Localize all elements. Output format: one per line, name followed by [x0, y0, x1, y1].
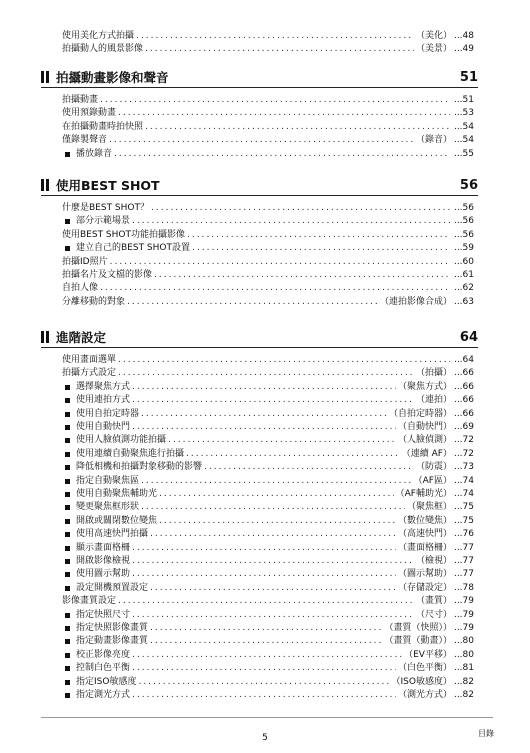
dot-leader [141, 408, 387, 420]
dot-leader [132, 568, 396, 580]
dot-leader [168, 434, 396, 446]
entry-page: ...77 [453, 542, 474, 553]
entry-label: 影像畫質設定 [62, 596, 117, 607]
menu-name: （自動快門） [397, 422, 452, 432]
toc-entry[interactable] [62, 121, 474, 133]
toc-subentry[interactable] [62, 555, 474, 567]
square-bullet-icon [65, 532, 70, 537]
menu-name: （存儲設定） [397, 582, 452, 593]
dot-leader [118, 595, 414, 607]
toc-entry[interactable] [62, 94, 474, 106]
entry-page: ...56 [453, 203, 474, 213]
square-bullet-icon [65, 479, 70, 484]
entry-page: ...81 [453, 663, 474, 674]
dot-leader [138, 676, 389, 688]
toc-entry[interactable] [62, 30, 474, 42]
entry-page: ...73 [453, 462, 474, 473]
menu-name: （拍攝） [415, 368, 452, 379]
square-bullet-icon [65, 653, 70, 658]
entry-label: 控制白色平衡 [76, 663, 131, 674]
entry-label: 自拍人像 [62, 283, 99, 294]
dot-leader [132, 421, 396, 433]
entry-label: 使用BEST SHOT功能拍攝影像 [62, 229, 185, 240]
entry-page: ...74 [453, 489, 474, 499]
entry-page: ...55 [453, 148, 474, 159]
entry-label: 拍攝動畫 [62, 95, 99, 105]
entry-page: ...54 [453, 135, 474, 146]
entry-page: ...53 [453, 108, 474, 119]
entry-page: ...76 [453, 529, 474, 540]
entry-page: ...74 [453, 475, 474, 486]
square-bullet-icon [65, 546, 70, 551]
menu-name: （連拍影像合成） [379, 296, 452, 307]
entry-page: ...82 [453, 676, 474, 687]
square-bullet-icon [65, 693, 70, 698]
menu-name: （聚焦框） [406, 502, 452, 513]
dot-leader [145, 43, 414, 55]
entry-page: ...82 [453, 690, 474, 700]
entry-page: ...79 [453, 596, 474, 607]
entry-label: 分離移動的對象 [62, 296, 126, 307]
entry-page: ...56 [453, 216, 474, 227]
menu-name: （ISO敏感度） [391, 676, 452, 687]
section-divider [41, 347, 478, 348]
heading-bar-icon [46, 179, 49, 191]
entry-page: ...60 [453, 256, 474, 267]
entry-label: 拍攝名片及文檔的影像 [62, 270, 153, 280]
square-bullet-icon [65, 465, 70, 470]
dot-leader [100, 282, 450, 294]
square-bullet-icon [65, 586, 70, 591]
entry-page: ...48 [453, 31, 474, 41]
entry-label: 使用預錄動畫 [62, 108, 117, 119]
menu-name: （高速快門） [397, 529, 452, 540]
entry-label: 拍攝動人的風景影像 [62, 44, 144, 55]
toc-subentry[interactable] [62, 148, 474, 160]
section-heading[interactable] [41, 69, 478, 85]
dot-leader [141, 475, 412, 487]
entry-page: ...69 [453, 422, 474, 432]
entry-label: 選擇聚焦方式 [76, 381, 131, 392]
entry-label: 指定測光方式 [76, 690, 131, 700]
toc-subentry[interactable] [62, 582, 474, 594]
section-page: 56 [459, 177, 478, 193]
menu-name: （人臉偵測） [397, 435, 452, 446]
dot-leader [151, 202, 450, 214]
dot-leader [118, 354, 450, 366]
square-bullet-icon [65, 505, 70, 510]
dot-leader [114, 148, 450, 160]
heading-bar-icon [46, 331, 49, 343]
dot-leader [145, 121, 450, 133]
dot-leader [132, 555, 414, 567]
toc-subentry[interactable] [62, 528, 474, 540]
entry-page: ...66 [453, 368, 474, 379]
page-number: 5 [262, 733, 268, 743]
toc-entry[interactable] [62, 595, 474, 607]
dot-leader [192, 242, 450, 254]
toc-entry[interactable] [62, 202, 474, 214]
square-bullet-icon [65, 492, 70, 497]
entry-label: 拍攝方式設定 [62, 368, 117, 379]
entry-page: ...49 [453, 44, 474, 55]
entry-label: 指定快照影像畫質 [76, 623, 149, 633]
toc-subentry[interactable] [62, 242, 474, 254]
menu-name: （AF區） [413, 475, 452, 486]
entry-label: 設定開機預置設定 [76, 582, 149, 593]
entry-label: 指定自動聚焦區 [76, 475, 140, 486]
entry-page: ...72 [453, 448, 474, 459]
entry-page: ...61 [453, 270, 474, 280]
toc-subentry[interactable] [62, 662, 474, 674]
entry-label: 使用高速快門拍攝 [76, 529, 149, 540]
entry-label: 降低相機和拍攝對象移動的影響 [76, 462, 203, 473]
toc-entry[interactable] [62, 134, 474, 146]
square-bullet-icon [65, 559, 70, 564]
toc-entry[interactable] [62, 282, 474, 294]
entry-page: ...51 [453, 95, 474, 105]
entry-label: 部分示範場景 [76, 216, 131, 227]
toc-subentry[interactable] [62, 609, 474, 621]
toc-subentry[interactable] [62, 215, 474, 227]
toc-subentry[interactable] [62, 461, 474, 473]
entry-page: ...63 [453, 296, 474, 307]
toc-subentry[interactable] [62, 408, 474, 420]
entry-label: 使用連續自動聚焦進行拍攝 [76, 448, 185, 459]
dot-leader [150, 622, 382, 634]
menu-name: （畫質（快照）） [384, 623, 452, 633]
entry-label: 拍攝ID照片 [62, 256, 108, 267]
entry-page: ...80 [453, 636, 474, 647]
toc-entry[interactable] [62, 107, 474, 119]
square-bullet-icon [65, 385, 70, 390]
entry-label: 在拍攝動畫時拍快照 [62, 121, 144, 132]
square-bullet-icon [65, 412, 70, 417]
dot-leader [132, 609, 414, 621]
entry-label: 使用自動快門 [76, 422, 131, 432]
menu-name: （尺寸） [415, 609, 452, 620]
menu-name: （檢視） [415, 556, 452, 566]
entry-page: ...77 [453, 556, 474, 566]
entry-label: 使用畫面選單 [62, 355, 117, 365]
entry-label: 使用圖示幫助 [76, 569, 131, 580]
menu-name: （錄音） [415, 135, 452, 146]
dot-leader [141, 501, 405, 513]
toc-subentry[interactable] [62, 475, 474, 487]
square-bullet-icon [65, 519, 70, 524]
entry-label: 變更聚焦框形狀 [76, 502, 140, 513]
menu-name: （畫質（動畫）） [384, 636, 452, 647]
dot-leader [109, 134, 414, 146]
entry-page: ...66 [453, 381, 474, 392]
entry-label: 校正影像亮度 [76, 649, 131, 660]
entry-page: ...80 [453, 649, 474, 660]
toc-entry[interactable] [62, 354, 474, 366]
square-bullet-icon [65, 613, 70, 618]
section-heading[interactable] [41, 329, 478, 345]
entry-page: ...66 [453, 395, 474, 406]
dot-leader [110, 256, 450, 268]
entry-page: ...75 [453, 515, 474, 526]
section-page: 51 [459, 69, 478, 85]
dot-leader [132, 381, 396, 393]
entry-label: 指定動畫影像畫質 [76, 636, 149, 647]
square-bullet-icon [65, 452, 70, 457]
entry-page: ...56 [453, 229, 474, 240]
entry-page: ...64 [453, 355, 474, 365]
toc-subentry[interactable] [62, 622, 474, 634]
menu-name: （連續 AF） [401, 448, 452, 459]
entry-label: 僅錄製聲音 [62, 135, 108, 146]
dot-leader [204, 461, 414, 473]
dot-leader [154, 269, 450, 281]
menu-name: （測光方式） [397, 690, 452, 700]
dot-leader [127, 296, 378, 308]
entry-label: 播放錄音 [76, 148, 113, 159]
menu-name: （EV平移） [404, 649, 452, 660]
menu-name: （連拍） [415, 395, 452, 406]
dot-leader [118, 107, 450, 119]
toc-subentry[interactable] [62, 448, 474, 460]
entry-label: 開啟或關閉數位變焦 [76, 515, 158, 526]
toc-entry[interactable] [62, 269, 474, 281]
entry-page: ...66 [453, 408, 474, 419]
square-bullet-icon [65, 666, 70, 671]
dot-leader [132, 215, 450, 227]
toc-subentry[interactable] [62, 649, 474, 661]
entry-page: ...77 [453, 569, 474, 580]
toc-subentry[interactable] [62, 421, 474, 433]
toc-subentry[interactable] [62, 434, 474, 446]
heading-bar-icon [41, 331, 44, 343]
menu-name: （圖示幫助） [397, 569, 452, 580]
entry-page: ...78 [453, 582, 474, 593]
entry-page: ...62 [453, 283, 474, 294]
toc-entry[interactable] [62, 367, 474, 379]
square-bullet-icon [65, 626, 70, 631]
toc-subentry[interactable] [62, 689, 474, 701]
footer-label: 目錄 [478, 729, 494, 738]
dot-leader [132, 662, 396, 674]
dot-leader [150, 528, 396, 540]
toc-subentry[interactable] [62, 568, 474, 580]
entry-label: 使用連拍方式 [76, 395, 131, 406]
menu-name: （美化） [415, 31, 452, 41]
dot-leader [118, 367, 414, 379]
entry-label: 使用美化方式拍攝 [62, 31, 135, 41]
section-title: 使用BEST SHOT [56, 178, 160, 193]
entry-page: ...59 [453, 243, 474, 254]
toc-entry[interactable] [62, 43, 474, 55]
toc-subentry[interactable] [62, 515, 474, 527]
menu-name: （白色平衡） [397, 663, 452, 674]
toc-subentry[interactable] [62, 542, 474, 554]
entry-label: 建立自己的BEST SHOT設置 [76, 243, 190, 254]
entry-page: ...54 [453, 121, 474, 132]
dot-leader [136, 30, 414, 42]
entry-page: ...79 [453, 623, 474, 633]
toc-subentry[interactable] [62, 488, 474, 500]
menu-name: （AF輔助光） [395, 489, 452, 499]
entry-page: ...79 [453, 609, 474, 620]
section-divider [41, 87, 478, 88]
dot-leader [159, 515, 396, 527]
menu-name: （畫面格柵） [397, 542, 452, 553]
dot-leader [150, 582, 396, 594]
dot-leader [132, 542, 396, 554]
footer-divider [41, 717, 493, 718]
heading-bar-icon [46, 71, 49, 83]
square-bullet-icon [65, 680, 70, 685]
dot-leader [100, 94, 450, 106]
square-bullet-icon [65, 219, 70, 224]
toc-entry[interactable] [62, 229, 474, 241]
entry-label: 顯示畫面格柵 [76, 542, 131, 553]
entry-page: ...72 [453, 435, 474, 446]
entry-label: 使用人臉偵測功能拍攝 [76, 435, 167, 446]
entry-page: ...75 [453, 502, 474, 513]
entry-label: 指定ISO敏感度 [76, 676, 137, 687]
square-bullet-icon [65, 152, 70, 157]
section-title: 拍攝動畫影像和聲音 [56, 70, 169, 85]
dot-leader [159, 488, 394, 500]
toc-entry[interactable] [62, 256, 474, 268]
heading-bar-icon [41, 179, 44, 191]
square-bullet-icon [65, 639, 70, 644]
dot-leader [132, 649, 402, 661]
toc-entry[interactable] [62, 296, 474, 308]
menu-name: （防震） [415, 462, 452, 473]
dot-leader [132, 689, 396, 701]
entry-label: 開啟影像檢視 [76, 556, 131, 566]
entry-label: 使用自動聚焦輔助光 [76, 489, 158, 499]
section-page: 64 [459, 329, 478, 345]
entry-label: 使用自拍定時器 [76, 408, 140, 419]
toc-subentry[interactable] [62, 394, 474, 406]
square-bullet-icon [65, 438, 70, 443]
menu-name: （聚焦方式） [397, 381, 452, 392]
section-title: 進階設定 [56, 330, 107, 345]
dot-leader [186, 448, 400, 460]
toc-subentry[interactable] [62, 676, 474, 688]
menu-name: （自拍定時器） [388, 408, 452, 419]
dot-leader [187, 229, 450, 241]
toc-subentry[interactable] [62, 501, 474, 513]
entry-label: 指定快照尺寸 [76, 609, 131, 620]
square-bullet-icon [65, 246, 70, 251]
toc-subentry[interactable] [62, 635, 474, 647]
menu-name: （美景） [415, 44, 452, 55]
dot-leader [132, 394, 414, 406]
heading-bar-icon [41, 71, 44, 83]
square-bullet-icon [65, 425, 70, 430]
square-bullet-icon [65, 398, 70, 403]
entry-label: 什麼是BEST SHOT？ [62, 203, 149, 213]
section-divider [41, 195, 478, 196]
menu-name: （畫質） [415, 596, 452, 607]
menu-name: （數位變焦） [397, 515, 452, 526]
toc-subentry[interactable] [62, 381, 474, 393]
square-bullet-icon [65, 572, 70, 577]
section-heading[interactable] [41, 177, 478, 193]
dot-leader [150, 635, 382, 647]
